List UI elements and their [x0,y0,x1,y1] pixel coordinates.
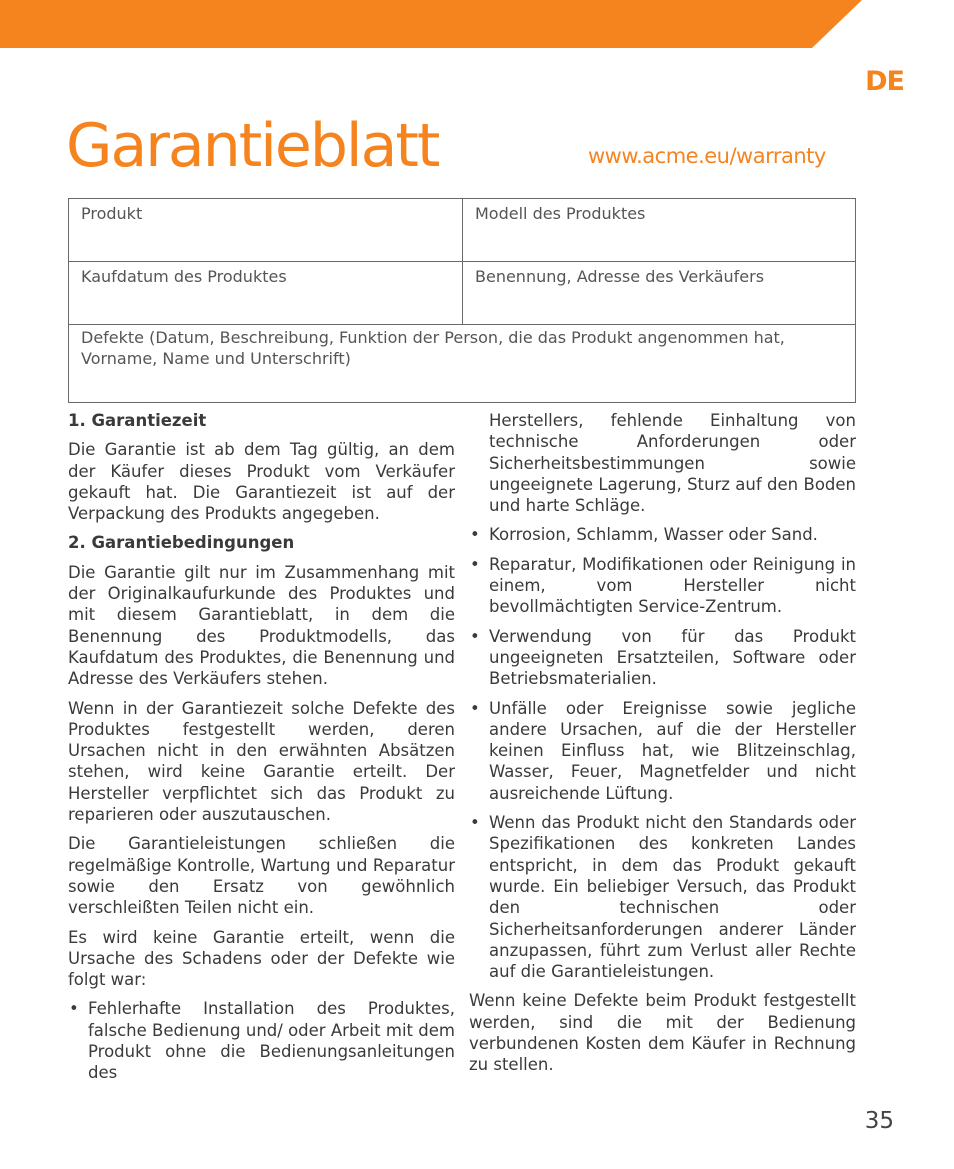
language-code: DE [865,66,904,97]
paragraph-warranty-period: Die Garantie ist ab dem Tag gültig, an dem der Käufer dieses Produkt vom Verkäufer gekauft hat. Die Garantiezeit ist auf der Verpackung des Produkts angegeben. [68,440,455,524]
form-field-product[interactable]: Produkt [69,199,463,262]
right-column [469,410,856,1084]
form-field-purchase-date[interactable]: Kaufdatum des Produktes [69,262,463,325]
list-item: • Fehlerhafte Installation des Produktes, falsche Bedienung und/ oder Arbeit mit dem Produkt ohne die Bedienungsanleitungen des [68,998,455,1083]
list-item: • Korrosion, Schlamm, Wasser oder Sand. [469,524,856,545]
exclusion-list [469,524,856,982]
list-item: • Reparatur, Modifikationen oder Reinigung in einem, vom Hersteller nicht bevollmächtigten Service-Zentrum. [469,554,856,618]
header-accent-bar [0,0,862,48]
paragraph-conditions-4: Es wird keine Garantie erteilt, wenn die Ursache des Schadens oder der Defekte wie folgt war: [68,927,455,990]
list-item: • Wenn das Produkt nicht den Standards oder Spezifikationen des konkreten Landes entspricht, in dem das Produkt gekauft wurde. Ein beliebiger Versuch, das Produkt den technischen oder Sicherheitsanforderungen anderer Länder anzupassen, führt zum Verlust aller Rechte auf die Garantieleistungen. [469,812,856,982]
warranty-url[interactable]: www.acme.eu/warranty [588,144,826,168]
section-heading-warranty-conditions: 2. Garantiebedingungen [68,533,295,553]
list-item: • Unfälle oder Ereignisse sowie jegliche andere Ursachen, auf die der Hersteller keinen Einfluss hat, wie Blitzeinschlag, Wasser, Feuer, Magnetfelder und nicht ausreichende Lüftung. [469,698,856,804]
exclusion-list-start [68,998,455,1083]
paragraph-conditions-3: Die Garantieleistungen schließen die regelmäßige Kontrolle, Wartung und Reparatur sowie den Ersatz von gewöhnlich verschleißten Teilen nicht ein. [68,834,455,918]
form-field-model[interactable]: Modell des Produktes [463,199,855,262]
form-field-defects[interactable]: Defekte (Datum, Beschreibung, Funktion der Person, die das Produkt angenommen hat, Vorname, Name und Unterschrift) [81,328,785,368]
paragraph-final: Wenn keine Defekte beim Produkt festgestellt werden, sind die mit der Bedienung verbundenen Kosten dem Käufer in Rechnung zu stellen. [469,991,856,1075]
paragraph-conditions-2: Wenn in der Garantiezeit solche Defekte des Produktes festgestellt werden, deren Ursachen nicht in den erwähnten Absätzen stehen, wird keine Garantie erteilt. Der Hersteller verpflichtet sich das Produkt zu reparieren oder auszutauschen. [68,698,455,825]
list-item-continuation: Herstellers, fehlende Einhaltung von technische Anforderungen oder Sicherheitsbestimmungen sowie ungeeignete Lagerung, Sturz auf den Boden und harte Schläge. [489,411,856,516]
section-heading-warranty-period: 1. Garantiezeit [68,411,207,430]
page-number: 35 [864,1108,894,1134]
paragraph-conditions-1: Die Garantie gilt nur im Zusammenhang mit der Originalkaufurkunde des Produktes und mit diesem Garantieblatt, in dem die Benennung des Produktmodells, das Kaufdatum des Produktes, die Benennung und Adresse des Verkäufers stehen. [68,562,455,689]
list-item: • Verwendung von für das Produkt ungeeigneten Ersatzteilen, Software oder Betriebsmaterialien. [469,626,856,690]
left-column [68,410,455,1092]
page-title: Garantieblatt [66,111,439,181]
warranty-form [68,198,856,403]
form-field-seller[interactable]: Benennung, Adresse des Verkäufers [463,262,855,325]
